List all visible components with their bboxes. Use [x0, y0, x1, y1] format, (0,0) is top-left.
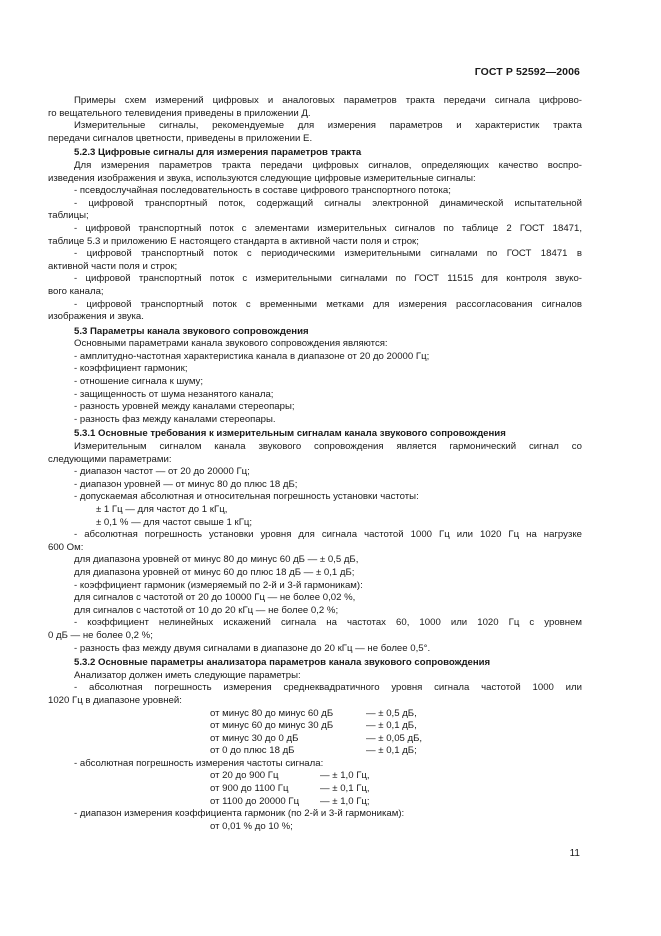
range-value: — ± 0,1 дБ; — [366, 745, 417, 757]
range-label: от 1100 до 20000 Гц — [210, 795, 300, 807]
range-label: от 20 до 900 Гц — [210, 770, 279, 782]
range-label: от 0 до плюс 18 дБ — [210, 745, 295, 757]
frequency-range-row — [48, 783, 582, 796]
range-label: от минус 80 до минус 60 дБ — [210, 707, 334, 719]
paragraph-line: Основными параметрами канала звукового сопровождения являются: — [74, 338, 388, 350]
paragraph-line: - диапазон частот — от 20 до 20000 Гц; — [74, 466, 250, 478]
paragraph-line: - отношение сигнала к шуму; — [74, 376, 204, 388]
section-heading: 5.3.2 Основные параметры анализатора параметров канала звукового сопровождения — [74, 657, 491, 669]
level-range-row — [48, 708, 582, 721]
paragraph-line: - коэффициент гармоник; — [74, 363, 188, 375]
paragraph-line: Для измерения параметров тракта передачи цифровых сигналов, определяющих качество воспро- — [74, 159, 582, 171]
tolerance-line: ± 1 Гц — для частот до 1 кГц, — [96, 504, 228, 515]
paragraph-line: - защищенность от шума незанятого канала; — [74, 388, 274, 400]
paragraph-line: Анализатор должен иметь следующие параметры: — [74, 669, 301, 681]
paragraph-line: - абсолютная погрешность установки уровня для сигнала частотой 1000 Гц или 1020 Гц на нагрузке — [74, 529, 582, 541]
paragraph-line: - диапазон измерения коэффициента гармоник (по 2-й и 3-й гармоникам): — [74, 808, 405, 820]
range-value: — ± 0,1 дБ, — [366, 720, 417, 732]
paragraph-continuation: го вещательного телевидения приведены в приложении Д. — [48, 107, 311, 119]
paragraph-line: - разность фаз между двумя сигналами в диапазоне до 20 кГц — не более 0,5°. — [74, 642, 431, 654]
paragraph-line: - коэффициент гармоник (измеряемый по 2-й и 3-й гармоникам): — [74, 579, 363, 591]
paragraph-line: Измерительные сигналы, рекомендуемые для измерения параметров и характеристик тракта — [74, 120, 582, 132]
range-value: — ± 0,5 дБ, — [366, 707, 417, 719]
paragraph-continuation: активной части поля и строк; — [48, 260, 178, 272]
paragraph-line: - амплитудно-частотная характеристика канала в диапазоне от 20 до 20000 Гц; — [74, 350, 430, 362]
level-range-row — [48, 733, 582, 746]
section-heading: 5.3 Параметры канала звукового сопровождения — [74, 325, 309, 337]
paragraph-line: - цифровой транспортный поток, содержащий сигналы электронной динамической испытательной — [74, 197, 582, 209]
frequency-range-row — [48, 770, 582, 783]
paragraph-line: - допускаемая абсолютная и относительная погрешность установки частоты: — [74, 491, 419, 503]
paragraph-line: для сигналов с частотой от 20 до 10000 Гц — не более 0,02 %, — [74, 592, 356, 604]
paragraph-continuation: 0 дБ — не более 0,2 %; — [48, 629, 153, 641]
document-body — [48, 95, 582, 833]
range-label: от 900 до 1100 Гц — [210, 783, 289, 795]
paragraph-line: Измерительным сигналом канала звукового сопровождения является гармонический сигнал со — [74, 441, 582, 453]
paragraph-continuation: 1020 Гц в диапазоне уровней: — [48, 694, 182, 706]
section-heading: 5.3.1 Основные требования к измерительным сигналам канала звукового сопровождения — [74, 428, 506, 440]
paragraph-continuation: 600 Ом: — [48, 541, 84, 553]
paragraph-continuation: изведения изображения и звука, используются следующие цифровые измерительные сигналы: — [48, 172, 476, 184]
paragraph-line: - цифровой транспортный поток с периодическими измерительными сигналами по ГОСТ 18471 в — [74, 248, 582, 260]
range-label: от минус 30 до 0 дБ — [210, 732, 299, 744]
level-range-row — [48, 720, 582, 733]
paragraph-continuation: таблицы; — [48, 210, 89, 222]
paragraph-line: для диапазона уровней от минус 60 до плюс 18 дБ — ± 0,1 дБ; — [74, 566, 355, 578]
paragraph-line: - цифровой транспортный поток с элементами измерительных сигналов по таблице 2 ГОСТ 18471, — [74, 222, 582, 234]
paragraph-line: - цифровой транспортный поток с измерительными сигналами по ГОСТ 11515 для контроля звуко- — [74, 273, 582, 285]
paragraph-line: - абсолютная погрешность измерения среднеквадратичного уровня сигнала частотой 1000 или — [74, 682, 582, 694]
paragraph-line: - цифровой транспортный поток с временными метками для измерения рассогласования сигналов — [74, 298, 582, 310]
paragraph-continuation: изображения и звука. — [48, 311, 144, 323]
paragraph-line: - диапазон уровней — от минус 80 до плюс 18 дБ; — [74, 478, 298, 490]
document-header: ГОСТ Р 52592—2006 — [474, 66, 580, 78]
section-heading: 5.2.3 Цифровые сигналы для измерения параметров тракта — [74, 147, 362, 159]
paragraph-line: - коэффициент нелинейных искажений сигнала на частотах 60, 1000 или 1020 Гц с уровнем — [74, 617, 582, 629]
range-label: от минус 60 до минус 30 дБ — [210, 720, 334, 732]
paragraph-continuation: вого канала; — [48, 285, 104, 297]
paragraph-line: для сигналов с частотой от 10 до 20 кГц — не более 0,2 %; — [74, 604, 339, 616]
paragraph-line: - разность фаз между каналами стереопары. — [74, 413, 276, 425]
range-row: от 0,01 % до 10 %; — [210, 820, 293, 832]
range-value: — ± 0,1 Гц, — [320, 783, 370, 795]
paragraph-continuation: следующими параметрами: — [48, 453, 172, 465]
range-value: — ± 1,0 Гц, — [320, 770, 370, 782]
level-range-row — [48, 745, 582, 758]
paragraph-continuation: таблице 5.3 и приложению Е настоящего стандарта в активной части поля и строк; — [48, 235, 419, 247]
paragraph-line: - псевдослучайная последовательность в составе цифрового транспортного потока; — [74, 185, 451, 197]
paragraph-line: - разность уровней между каналами стереопары; — [74, 401, 295, 413]
paragraph-line: - абсолютная погрешность измерения частоты сигнала: — [74, 757, 324, 769]
frequency-range-row — [48, 796, 582, 809]
tolerance-line: ± 0,1 % — для частот свыше 1 кГц; — [96, 516, 253, 528]
range-value: — ± 1,0 Гц; — [320, 795, 370, 807]
paragraph-line: Примеры схем измерений цифровых и аналоговых параметров тракта передачи сигнала цифрово- — [74, 95, 582, 106]
paragraph-continuation: передачи сигналов цветности, приведены в приложении Е. — [48, 132, 313, 144]
range-value: — ± 0,05 дБ, — [366, 732, 423, 744]
paragraph-line: для диапазона уровней от минус 80 до минус 60 дБ — ± 0,5 дБ, — [74, 554, 359, 566]
page-number: 11 — [569, 848, 580, 859]
